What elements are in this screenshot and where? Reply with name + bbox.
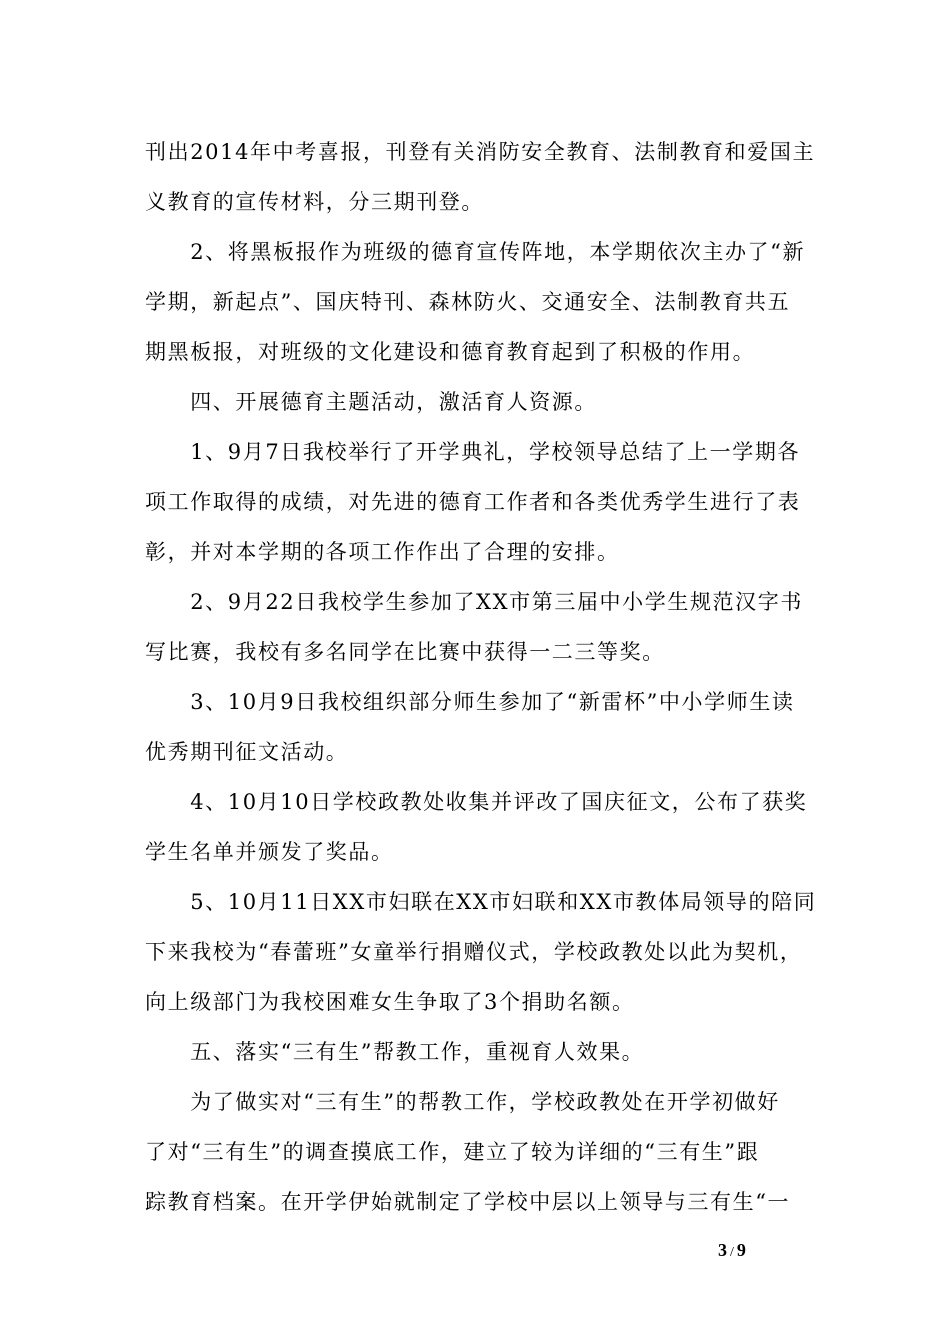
text-line: 义教育的宣传材料，分三期刊登。 [145, 190, 484, 214]
document-body [145, 127, 825, 1227]
text-line: 学生名单并颁发了奖品。 [145, 840, 394, 864]
page-number [718, 1240, 746, 1261]
text-line: 了对“三有生”的调查摸底工作，建立了较为详细的“三有生”跟 [145, 1140, 760, 1164]
text-line: 5、10月11日XX市妇联在XX市妇联和XX市教体局领导的陪同 [145, 890, 817, 914]
text-line: 2、将黑板报作为班级的德育宣传阵地，本学期依次主办了“新 [145, 240, 806, 264]
text-line: 3、10月9日我校组织部分师生参加了“新雷杯”中小学师生读 [145, 690, 795, 714]
text-line: 彰，并对本学期的各项工作作出了合理的安排。 [145, 540, 620, 564]
text-line: 五、落实“三有生”帮教工作，重视育人效果。 [145, 1040, 645, 1064]
text-line: 2、9月22日我校学生参加了XX市第三届中小学生规范汉字书 [145, 590, 803, 614]
text-line: 向上级部门为我校困难女生争取了3个捐助名额。 [145, 990, 635, 1014]
text-line: 下来我校为“春蕾班”女童举行捐赠仪式，学校政教处以此为契机， [145, 940, 803, 964]
text-line: 四、开展德育主题活动，激活育人资源。 [145, 390, 597, 414]
page-total: 9 [736, 1240, 746, 1260]
text-line: 为了做实对“三有生”的帮教工作，学校政教处在开学初做好 [145, 1090, 780, 1114]
text-line: 踪教育档案。在开学伊始就制定了学校中层以上领导与三有生“一 [145, 1190, 791, 1214]
page-current: 3 [718, 1240, 727, 1260]
text-line: 4、10月10日学校政教处收集并评改了国庆征文，公布了获奖 [145, 790, 808, 814]
text-line: 1、9月7日我校举行了开学典礼，学校领导总结了上一学期各 [145, 440, 801, 464]
text-line: 学期，新起点”、国庆特刊、森林防火、交通安全、法制教育共五 [145, 290, 791, 314]
text-line: 期黑板报，对班级的文化建设和德育教育起到了积极的作用。 [145, 340, 756, 364]
page-separator: / [730, 1245, 734, 1260]
text-line: 写比赛，我校有多名同学在比赛中获得一二三等奖。 [145, 640, 665, 664]
text-line: 项工作取得的成绩，对先进的德育工作者和各类优秀学生进行了表 [145, 490, 801, 514]
text-line: 优秀期刊征文活动。 [145, 740, 349, 764]
text-line: 刊出2014年中考喜报，刊登有关消防安全教育、法制教育和爱国主 [145, 140, 816, 164]
